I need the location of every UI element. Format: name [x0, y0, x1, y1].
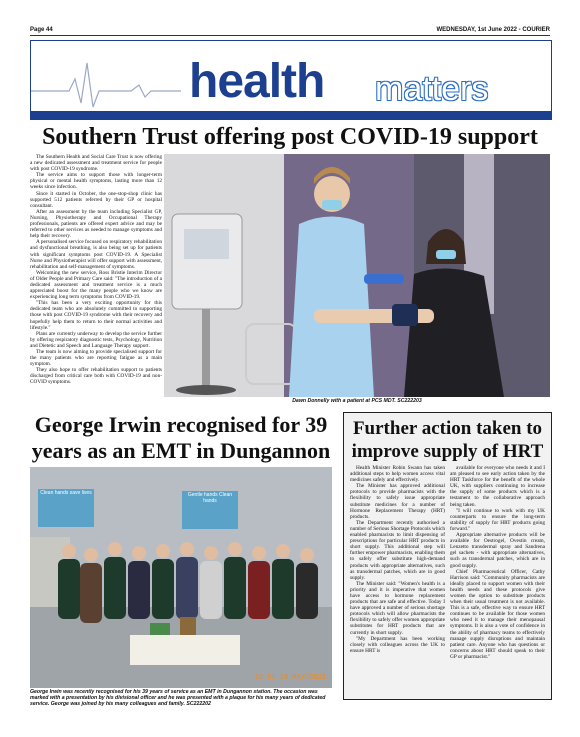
- story1-paragraph: The Southern Health and Social Care Trust is now offering a new dedicated assessment and treatment service for people with post COVID-19 syndrome.: [30, 154, 162, 173]
- story1-caption: Dawn Donnelly with a patient at PCS MDT. SC222203: [292, 398, 422, 404]
- story1-paragraph: A personalised service focused on respiratory rehabilitation and dysfunctional breathing, is also being set up for patients with significant symptoms post COVID-19. A Specialist Nurse and Physiotherapist will offer support with assessment, rehabilitation and self-management of symptoms.: [30, 239, 162, 270]
- story2-photo: [30, 467, 332, 688]
- story1-headline: Southern Trust offering post COVID-19 support: [42, 124, 538, 150]
- clinic-scene-illustration: [164, 154, 550, 397]
- masthead-bottom-bar: [31, 111, 551, 119]
- story3-paragraph: Chief Pharmaceutical Officer, Cathy Harrison said: "Community pharmacists are ideally placed to support women with their health needs and these protocols give women the option to substitute products when their usual treatment is not available. This is a safe, effective way to ensure HRT continues to be available for those women who need it to manage their menopausal symptoms. It is also a vote of confidence in the ability of pharmacy teams to effectively manage supply disruptions and maintain patient care. Anyone who has questions or concerns about HRT should speak to their GP or pharmacist.": [450, 568, 545, 660]
- story1-paragraph: The service aims to support those with longer-term physical or mental health symptoms, lasting more than 12 weeks since infection.: [30, 172, 162, 191]
- poster-left-text: Clean hands save lives: [40, 490, 92, 496]
- masthead-word-health: health: [189, 55, 325, 108]
- story1-paragraph: Plans are currently underway to develop the service further by offering respiratory diagnostic tests, Psychology, Nutrition and Dietetic and Speech and Language Therapy support.: [30, 330, 162, 349]
- story3-paragraph: The Minister has approved additional protocols to provide pharmacists with the flexibility to safely issue appropriate substitute medicines for a number of Hormone Replacement Therapy (HRT) products.: [350, 483, 445, 520]
- issue-date: WEDNESDAY, 1st June 2022 - COURIER: [436, 27, 550, 33]
- story3-paragraph: "I will continue to work with my UK counterparts to ensure the long-term stability of supply for HRT products going forward.": [450, 507, 545, 532]
- page-number: Page 44: [30, 27, 53, 33]
- hrt-story-box: [343, 412, 552, 700]
- masthead-word-matters: matters: [375, 70, 489, 108]
- story1-paragraph: Welcoming the new service, Ross Bristie Interim Director of Older People and Primary Care said: "The introduction of a dedicated assessment and treatment service is a much appreciated boost for the many people who we know are experiencing long term symptoms from COVID-19.: [30, 269, 162, 301]
- story3-headline: Further action taken to improve supply of HRT: [351, 418, 544, 462]
- story3-paragraph: Appropriate alternative products will be available for Oestrogel, Ovestin cream, Lenzetto transdermal spray and Sandrena gel sachets - with appropriate alternatives, such as transdermal patches, which are in good supply.: [450, 532, 545, 569]
- poster-right-text: Gentle hands Clean hands: [187, 492, 233, 504]
- health-matters-masthead: [30, 40, 552, 120]
- story3-paragraph: The Department recently authorised a number of Serious Shortage Protocols which enabled pharmacists to limit dispensing of prescriptions for particular HRT products in short supply. This additional step will further empower pharmacists, enabling them to safely offer substitute high-demand products with appropriate alternatives, such as transdermal patches, which are in good supply.: [350, 519, 445, 581]
- story3-paragraph: "My Department has been working closely with colleagues across the UK to ensure HRT is: [350, 635, 445, 654]
- story3-left-column: [350, 465, 445, 695]
- group-photo-illustration: [30, 467, 332, 688]
- story3-paragraph: The Minister said: "Women's health is a priority and it is imperative that women have access to hormone replacement products that are safe and effective. Today I have approved a number of serious shortage protocols which will allow pharmacists the flexibility to safely offer women appropriate substitutes for HRT products that are currently in short supply.: [350, 580, 445, 636]
- story1-paragraph: The team is now aiming to provide specialised support for the many patients who are reporting fatigue as a main symptom.: [30, 349, 162, 368]
- story3-paragraph: Health Minister Robin Swann has taken additional steps to help women access vital medicines safely and effectively.: [350, 465, 445, 484]
- story2-caption: George Irwin was recently recognised for his 39 years of service as an EMT in Dungannon station. The occasion was marked with a presentation by his divisional officer and he was presented with a plaque for his many years of dedicated service. George was joined by his many colleagues and family. SC222202: [30, 689, 326, 707]
- story1-body: [30, 154, 162, 402]
- story1-paragraph: After an assessment by the team including Specialist GP, Nursing, Physiotherapy and Occupational Therapy professionals, patients are offered expert advice and may be referred to other services as needed to manage symptoms and help their recovery.: [30, 208, 162, 240]
- story3-right-column: [450, 465, 545, 695]
- story1-paragraph: They also hope to offer rehabilitation support to patients discharged from critical care both with COVID-19 and non-COVID symptoms.: [30, 367, 162, 386]
- story3-paragraph: available for everyone who needs it and I am pleased to see early action taken by the HRT Taskforce for the benefit of the whole UK, with suppliers continuing to increase the supply of some products which is a testament to the collaborative approach being taken.: [450, 465, 545, 508]
- story1-photo: [164, 154, 550, 397]
- photo-timestamp: 15 51 18 MAY/2022: [254, 674, 326, 682]
- header-rule: [30, 35, 550, 36]
- story1-paragraph: "This has been a very exciting opportunity for this dedicated team who are absolutely committed to supporting those with post COVID-19 syndrome with their recovery and hopefully help them to return to their normal activities and lifestyle.": [30, 300, 162, 331]
- story1-paragraph: Since it started in October, the one-stop-shop clinic has supported 512 patients referred by their GP or hospital consultant.: [30, 190, 162, 209]
- story2-headline: George Irwin recognised for 39 years as an EMT in Dungannon: [31, 412, 331, 463]
